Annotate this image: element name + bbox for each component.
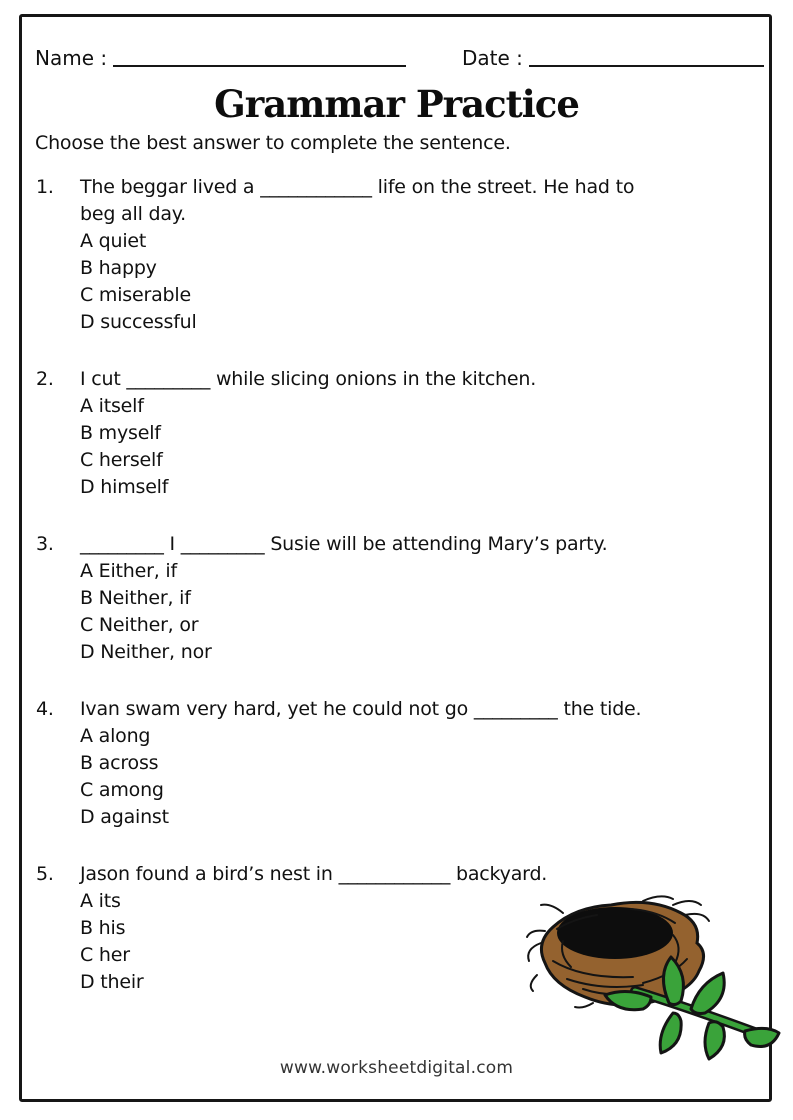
answer-option: D himself (80, 476, 169, 498)
answer-option: B across (80, 752, 159, 774)
date-field (462, 46, 764, 70)
question-text-line: I cut _________ while slicing onions in the kitchen. (80, 368, 537, 390)
footer-url: www.worksheetdigital.com (279, 1058, 514, 1078)
question-number: 2. (36, 368, 54, 390)
question-text-line: Jason found a bird’s nest in ____________ backyard. (80, 863, 548, 885)
answer-option: C miserable (80, 284, 191, 306)
name-blank-line (113, 51, 406, 67)
instruction-text: Choose the best answer to complete the sentence. (35, 132, 511, 154)
date-blank-line (529, 51, 764, 67)
answer-option: A along (80, 725, 151, 747)
question-text-line: _________ I _________ Susie will be attending Mary’s party. (80, 533, 608, 555)
answer-option: B happy (80, 257, 157, 279)
question-number: 5. (36, 863, 54, 885)
answer-option: A itself (80, 395, 144, 417)
answer-option: D against (80, 806, 169, 828)
birds-nest-illustration (523, 891, 781, 1065)
question (36, 366, 767, 501)
name-label: Name : (35, 46, 108, 70)
question (36, 531, 767, 666)
answer-option: D successful (80, 311, 197, 333)
question-body (80, 531, 767, 666)
question-text-line: beg all day. (80, 203, 186, 225)
answer-option: D Neither, nor (80, 641, 212, 663)
question-text-line: Ivan swam very hard, yet he could not go _________ the tide. (80, 698, 642, 720)
name-field (35, 46, 406, 70)
answer-option: B Neither, if (80, 587, 191, 609)
answer-option: D their (80, 971, 144, 993)
answer-option: C herself (80, 449, 163, 471)
answer-option: B his (80, 917, 126, 939)
question-body (80, 696, 767, 831)
answer-option: B myself (80, 422, 161, 444)
question-number: 3. (36, 533, 54, 555)
question-body (80, 366, 767, 501)
date-label: Date : (462, 46, 523, 70)
page-title: Grammar Practice (214, 82, 579, 126)
answer-option: A quiet (80, 230, 147, 252)
question-body (80, 174, 767, 336)
nest-hollow (557, 907, 673, 959)
question-number: 1. (36, 176, 54, 198)
answer-option: A its (80, 890, 121, 912)
question (36, 174, 767, 336)
answer-option: C her (80, 944, 130, 966)
answer-option: C among (80, 779, 164, 801)
question-number: 4. (36, 698, 54, 720)
question (36, 696, 767, 831)
question-text-line: The beggar lived a ____________ life on the street. He had to (80, 176, 635, 198)
answer-option: C Neither, or (80, 614, 199, 636)
answer-option: A Either, if (80, 560, 177, 582)
